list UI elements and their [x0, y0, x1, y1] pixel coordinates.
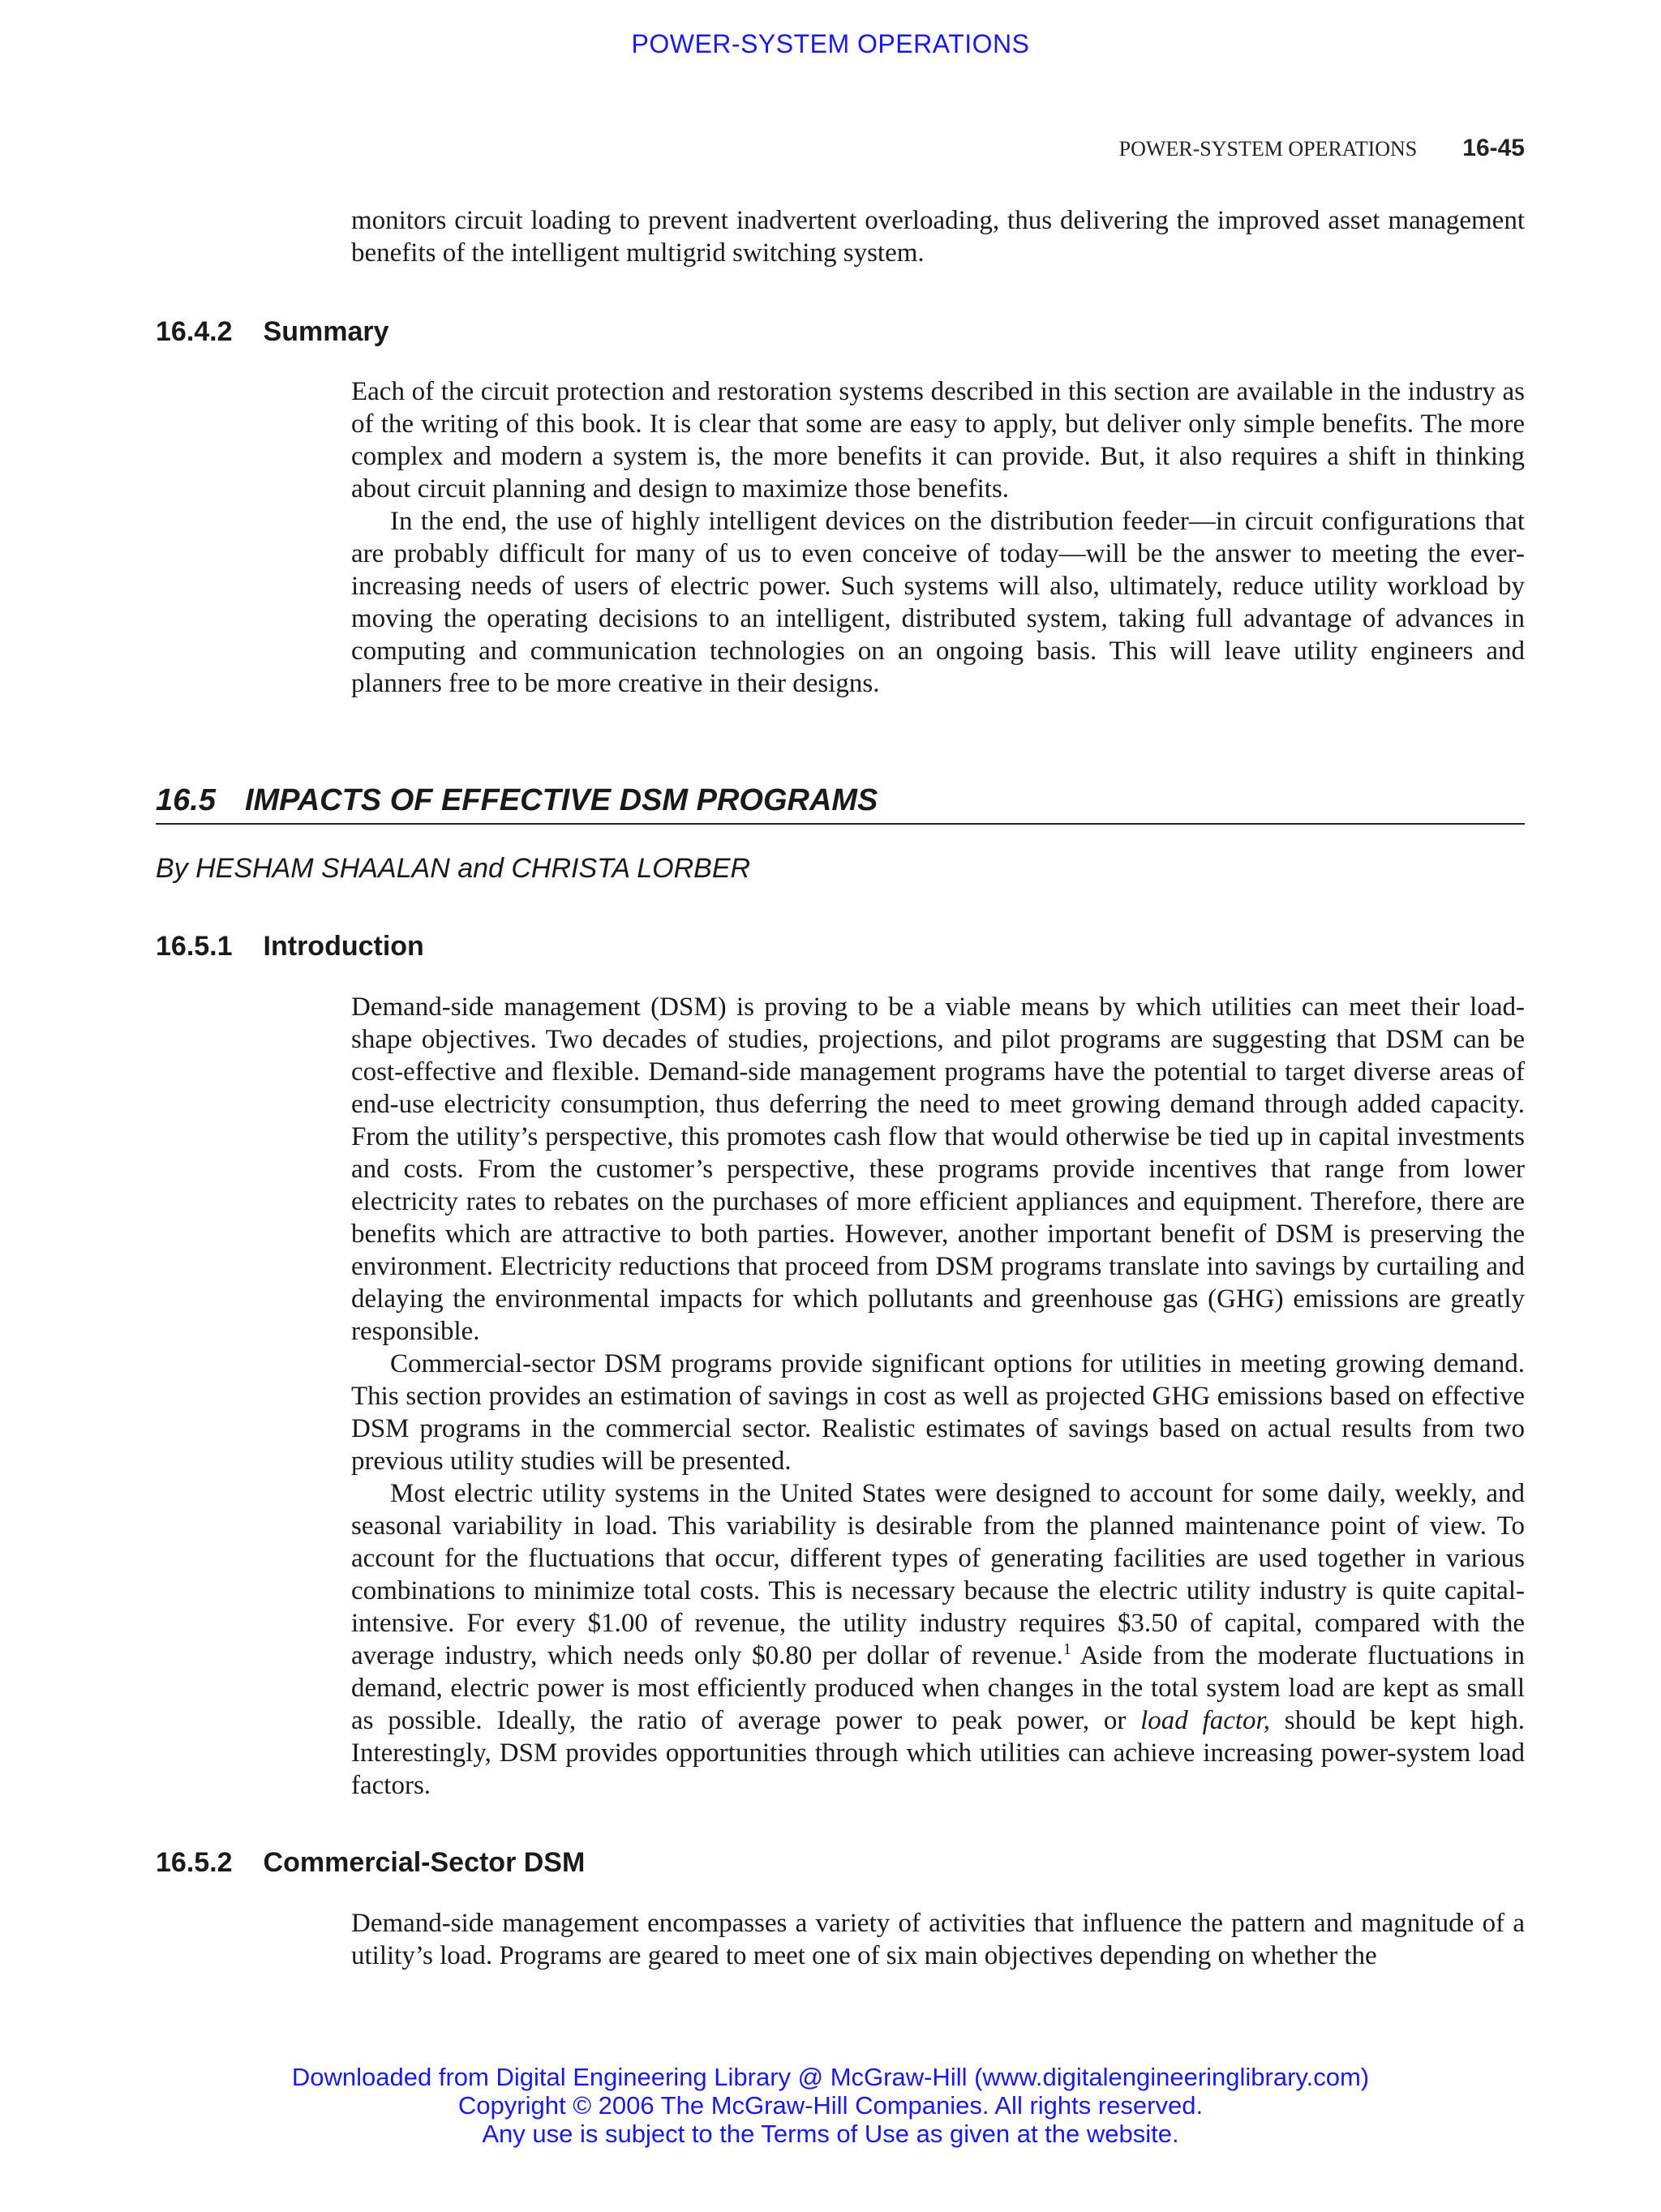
- summary-paragraph-2: In the end, the use of highly intelligent devices on the distribution feeder—in circuit configurations that are probably difficult for many of us to even conceive of today—will be the answer to meeting the ever-increasing needs of users of electric power. Such systems will also, ultimately, reduce utility workload by moving the operating decisions to an intelligent, distributed system, taking full advantage of advances in computing and communication technologies on an ongoing basis. This will leave utility engineers and planners free to be more creative in their designs.: [351, 507, 1525, 698]
- heading-16-5: [156, 783, 1525, 825]
- continuation-text: [351, 204, 1525, 269]
- term-load-factor: load factor,: [1140, 1706, 1270, 1735]
- heading-16-4-2: [156, 316, 389, 348]
- continuation-paragraph: monitors circuit loading to prevent inadvertent overloading, thus delivering the improved asset management benefits of the intelligent multigrid switching system.: [351, 206, 1525, 268]
- heading-number: 16.5: [156, 783, 216, 817]
- page-number: 16-45: [1462, 135, 1525, 161]
- introduction-body: [351, 991, 1525, 1802]
- footer-notice: [0, 2063, 1661, 2148]
- heading-title: Introduction: [263, 931, 424, 962]
- heading-title: IMPACTS OF EFFECTIVE DSM PROGRAMS: [244, 783, 878, 817]
- intro-paragraph-3: [351, 1477, 1525, 1802]
- commercial-paragraph-1: Demand-side management encompasses a variety of activities that influence the pattern and magnitude of a utility’s load. Programs are geared to meet one of six main objectives depending on whether the: [351, 1909, 1525, 1970]
- heading-16-5-2: [156, 1847, 585, 1879]
- commercial-dsm-body: [351, 1907, 1525, 1972]
- intro-p3-part-a: Most electric utility systems in the United States were designed to account for some daily, weekly, and seasonal variability in load. This variability is desirable from the planned maintenance point of view. To account for the fluctuations that occur, different types of generating facilities are used together in various combinations to minimize total costs. This is necessary because the electric utility industry is quite capital-intensive. For every $1.00 of revenue, the utility industry requires $3.50 of capital, compared with the average industry, which needs only $0.80 per dollar of revenue.: [351, 1479, 1525, 1670]
- footer-terms-line: Any use is subject to the Terms of Use as given at the website.: [482, 2120, 1179, 2148]
- top-banner: POWER-SYSTEM OPERATIONS: [631, 29, 1030, 58]
- intro-paragraph-2: Commercial-sector DSM programs provide significant options for utilities in meeting growing demand. This section provides an estimation of savings in cost as well as projected GHG emissions based on effective DSM programs in the commercial sector. Realistic estimates of savings based on actual results from two previous utility studies will be presented.: [351, 1349, 1525, 1476]
- running-head: [1119, 135, 1525, 162]
- heading-title: Commercial-Sector DSM: [263, 1847, 586, 1878]
- footnote-marker: 1: [1062, 1640, 1071, 1658]
- author-byline: By HESHAM SHAALAN and CHRISTA LORBER: [156, 853, 751, 884]
- intro-paragraph-1: Demand-side management (DSM) is proving to be a viable means by which utilities can meet their load-shape objectives. Two decades of studies, projections, and pilot programs are suggesting that DSM can be cost-effective and flexible. Demand-side management programs have the potential to target diverse areas of end-use electricity consumption, thus deferring the need to meet growing demand through added capacity. From the utility’s perspective, this promotes cash flow that would otherwise be tied up in capital investments and costs. From the customer’s perspective, these programs provide incentives that range from lower electricity rates to rebates on the purchases of more efficient appliances and equipment. Therefore, there are benefits which are attractive to both parties. However, another important benefit of DSM is preserving the environment. Electricity reductions that proceed from DSM programs translate into savings by curtailing and delaying the environmental impacts for which pollutants and greenhouse gas (GHG) emissions are greatly responsible.: [351, 992, 1525, 1346]
- heading-number: 16.4.2: [156, 316, 233, 347]
- heading-number: 16.5.2: [156, 1847, 233, 1878]
- footer-download-line: Downloaded from Digital Engineering Library @ McGraw-Hill (www.digitalengineeringlibrary.com): [291, 2063, 1370, 2091]
- heading-number: 16.5.1: [156, 931, 233, 962]
- intro-p3-part-c: should be kept high. Interestingly, DSM provides opportunities through which utilities can achieve increasing power-system load factors.: [351, 1706, 1525, 1800]
- summary-paragraph-1: Each of the circuit protection and restoration systems described in this section are available in the industry as of the writing of this book. It is clear that some are easy to apply, but deliver only simple benefits. The more complex and modern a system is, the more benefits it can provide. But, it also requires a shift in thinking about circuit planning and design to maximize those benefits.: [351, 377, 1525, 504]
- summary-body: [351, 375, 1525, 700]
- running-head-title: POWER-SYSTEM OPERATIONS: [1118, 137, 1418, 161]
- heading-16-5-1: [156, 931, 424, 962]
- heading-title: Summary: [263, 316, 389, 347]
- intro-p3-part-b: Aside from the moderate fluctuations in demand, electric power is most efficiently produced when changes in the total system load are kept as small as possible. Ideally, the ratio of average power to peak power, or: [351, 1641, 1525, 1735]
- footer-copyright-line: Copyright © 2006 The McGraw-Hill Companies. All rights reserved.: [457, 2091, 1204, 2120]
